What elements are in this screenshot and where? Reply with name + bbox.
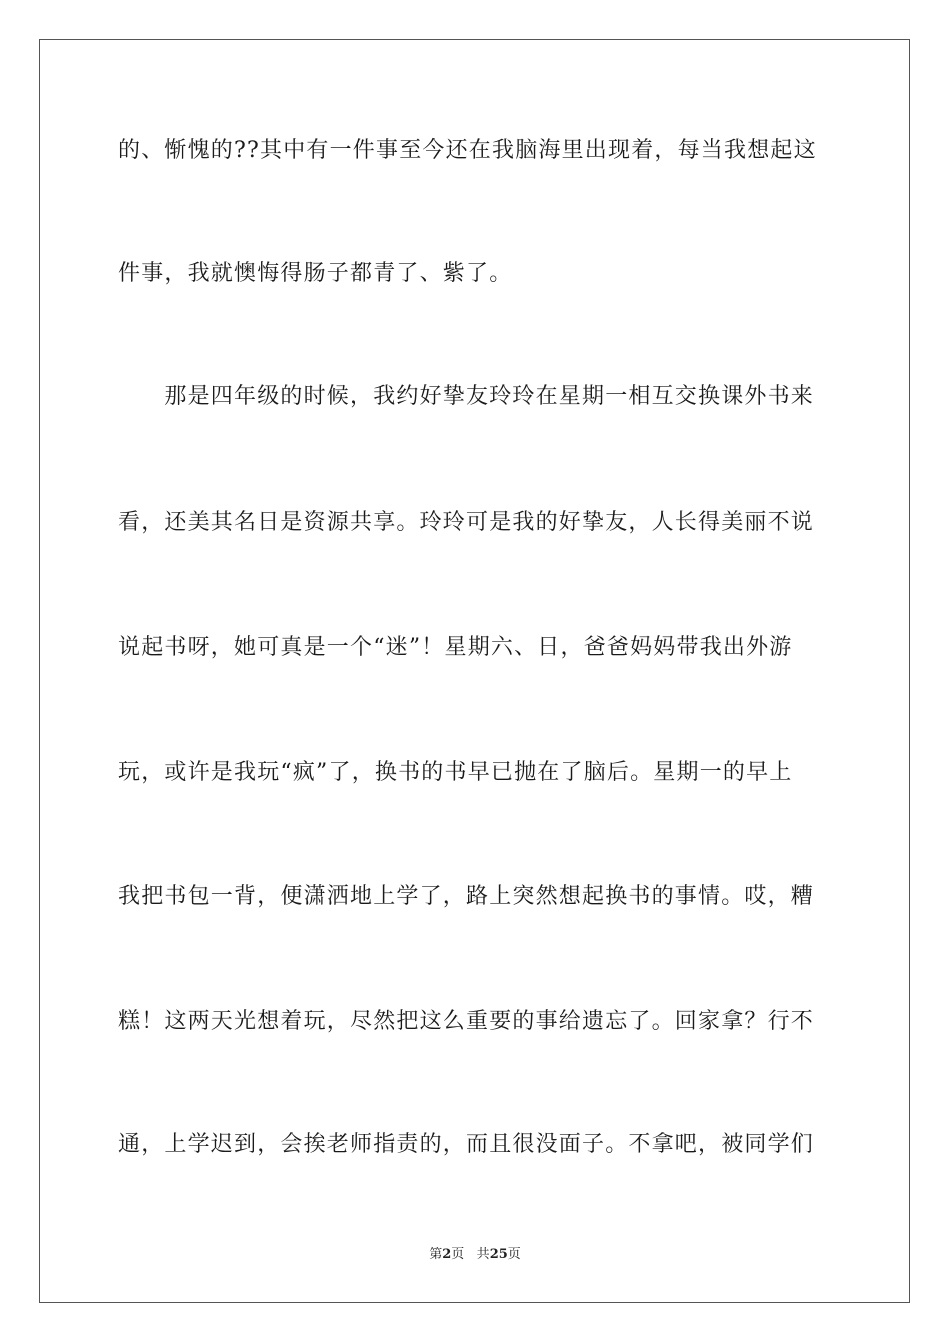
footer-page-number: 2 — [442, 1247, 452, 1262]
text-line: 件事，我就懊悔得肠子都青了、紫了。 — [118, 261, 513, 286]
text-line: 的、惭愧的??其中有一件事至今还在我脑海里出现着，每当我想起这 — [118, 138, 817, 163]
text-line: 玩，或许是我玩“疯”了，换书的书早已抛在了脑后。星期一的早上 — [118, 760, 793, 785]
footer-total-suffix: 页 — [507, 1247, 521, 1262]
footer-total-prefix: 共 — [476, 1247, 490, 1262]
text-line: 糕！这两天光想着玩，尽然把这么重要的事给遗忘了。回家拿？行不 — [118, 1009, 815, 1034]
text-line: 说起书呀，她可真是一个“迷”！星期六、日，爸爸妈妈带我出外游 — [118, 635, 793, 660]
text-line: 那是四年级的时候，我约好挚友玲玲在星期一相互交换课外书来 — [118, 384, 815, 409]
text-line: 我把书包一背，便潇洒地上学了，路上突然想起换书的事情。哎，糟 — [118, 884, 815, 909]
footer-page-suffix: 页 — [451, 1247, 465, 1262]
page-border — [39, 39, 910, 1303]
footer-page-prefix: 第 — [429, 1247, 443, 1262]
page-footer — [0, 1246, 950, 1264]
footer-total-pages: 25 — [489, 1247, 508, 1262]
text-line: 通，上学迟到，会挨老师指责的，而且很没面子。不拿吧，被同学们 — [118, 1132, 815, 1157]
text-line: 看，还美其名日是资源共享。玲玲可是我的好挚友，人长得美丽不说 — [118, 510, 815, 535]
